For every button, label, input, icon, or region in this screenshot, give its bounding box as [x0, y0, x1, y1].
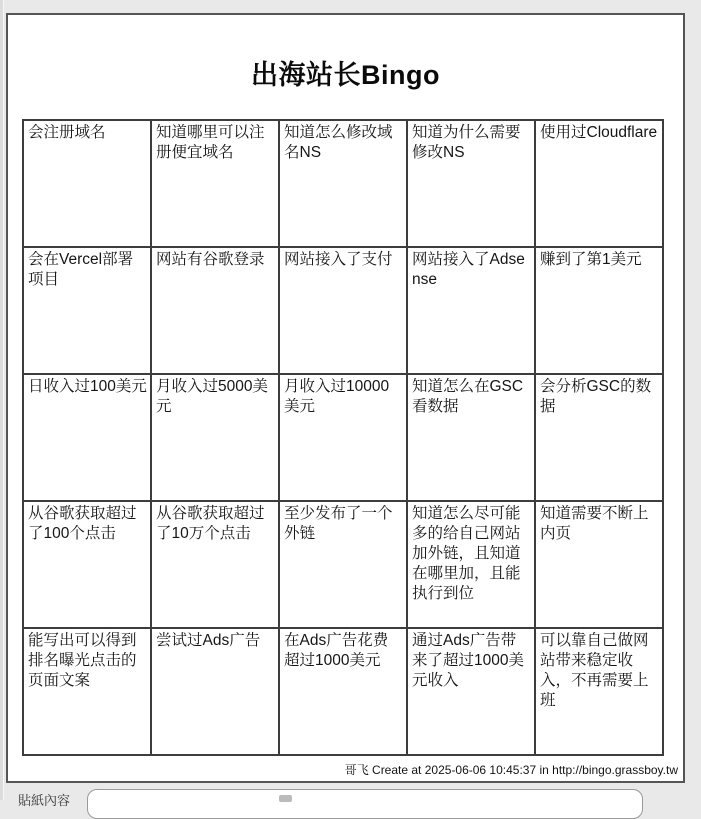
bingo-cell[interactable]: 月收入过10000美元 [279, 374, 407, 501]
bingo-cell[interactable]: 赚到了第1美元 [535, 247, 663, 374]
bottom-bar [0, 788, 701, 808]
bingo-grid [22, 119, 664, 756]
window-edge [0, 0, 4, 800]
bingo-cell[interactable]: 月收入过5000美元 [151, 374, 279, 501]
bingo-cell[interactable]: 网站接入了支付 [279, 247, 407, 374]
bingo-cell[interactable]: 能写出可以得到排名曝光点击的页面文案 [23, 628, 151, 755]
grid-row [23, 120, 663, 247]
grid-row [23, 374, 663, 501]
bingo-cell[interactable]: 知道怎么在GSC看数据 [407, 374, 535, 501]
sticker-content-label: 貼紙內容 [18, 793, 71, 808]
bingo-cell[interactable]: 从谷歌获取超过了100个点击 [23, 501, 151, 628]
bingo-cell[interactable]: 网站接入了Adsense [407, 247, 535, 374]
bingo-cell[interactable]: 知道怎么尽可能多的给自己网站加外链，且知道在哪里加，且能执行到位 [407, 501, 535, 628]
bingo-cell[interactable]: 至少发布了一个外链 [279, 501, 407, 628]
bingo-cell[interactable]: 日收入过100美元 [23, 374, 151, 501]
bingo-cell[interactable]: 知道为什么需要修改NS [407, 120, 535, 247]
bingo-cell[interactable]: 会分析GSC的数据 [535, 374, 663, 501]
bingo-cell[interactable]: 通过Ads广告带来了超过1000美元收入 [407, 628, 535, 755]
input-text-fragment [279, 795, 292, 802]
bingo-cell[interactable]: 可以靠自己做网站带来稳定收入，不再需要上班 [535, 628, 663, 755]
bingo-cell[interactable]: 网站有谷歌登录 [151, 247, 279, 374]
bingo-cell[interactable]: 知道需要不断上内页 [535, 501, 663, 628]
bingo-cell[interactable]: 会在Vercel部署项目 [23, 247, 151, 374]
grid-row [23, 628, 663, 755]
bingo-cell[interactable]: 从谷歌获取超过了10万个点击 [151, 501, 279, 628]
bingo-cell[interactable]: 知道怎么修改域名NS [279, 120, 407, 247]
bingo-card [6, 13, 685, 783]
attribution-text: 哥飞 Create at 2025-06-06 10:45:37 in http://bingo.grassboy.tw [344, 763, 678, 777]
bingo-cell[interactable]: 知道哪里可以注册便宜域名 [151, 120, 279, 247]
sticker-content-input[interactable] [87, 789, 643, 819]
bingo-cell[interactable]: 使用过Cloudflare [535, 120, 663, 247]
bingo-cell[interactable]: 在Ads广告花费超过1000美元 [279, 628, 407, 755]
page-title: 出海站长Bingo [251, 60, 440, 90]
grid-row [23, 501, 663, 628]
bingo-cell[interactable]: 会注册域名 [23, 120, 151, 247]
bingo-cell[interactable]: 尝试过Ads广告 [151, 628, 279, 755]
grid-row [23, 247, 663, 374]
